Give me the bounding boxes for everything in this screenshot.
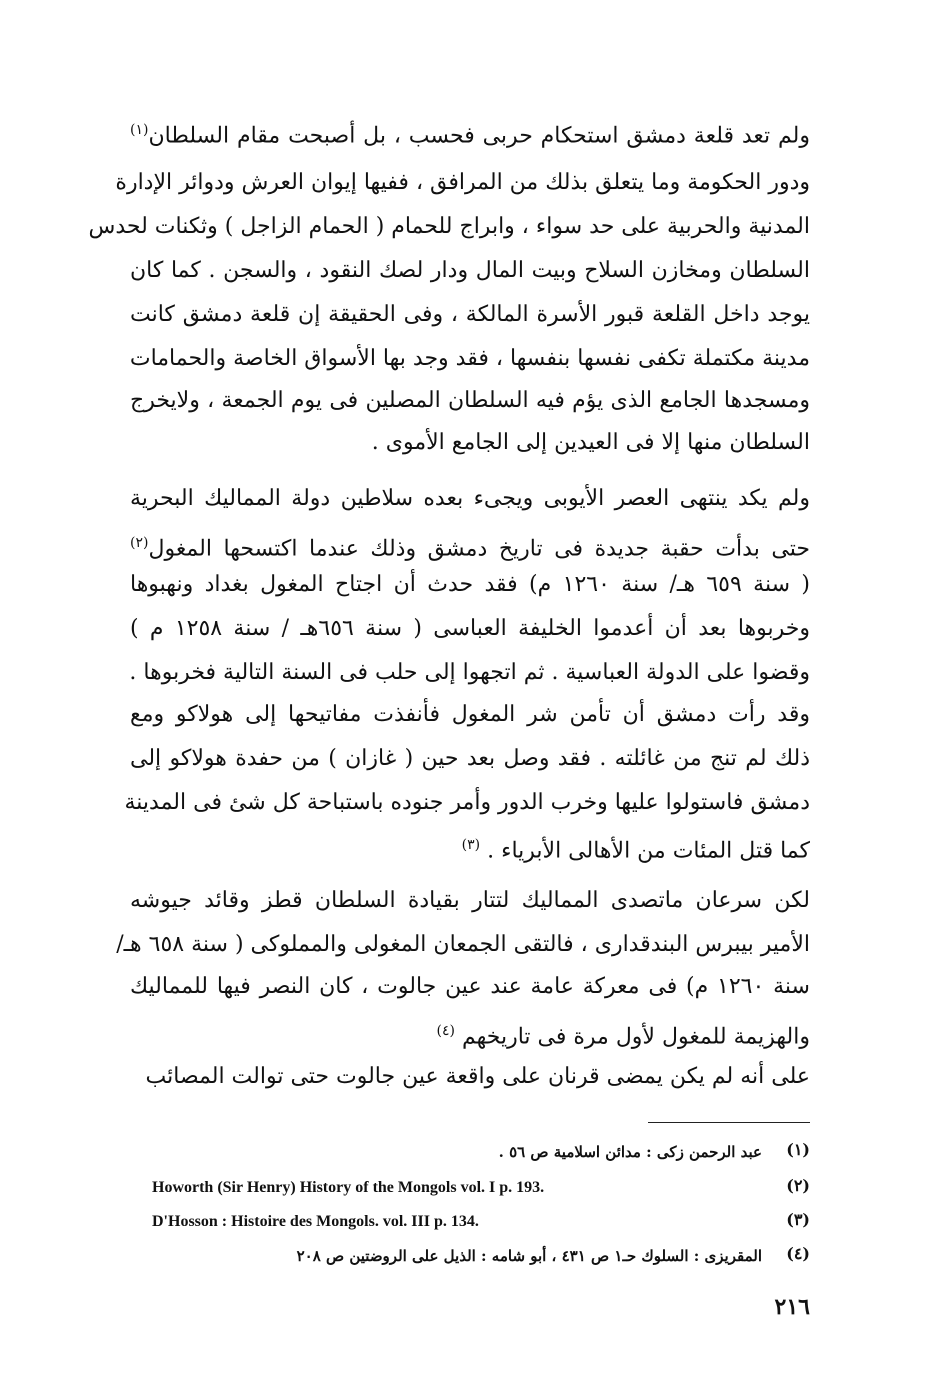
footnote-divider bbox=[648, 1122, 810, 1123]
body-line: ( سنة ٦٥٩ هـ/ سنة ١٢٦٠ م) فقد حدث أن اجتاح المغول بغداد ونهبوها bbox=[130, 572, 811, 597]
body-line bbox=[130, 528, 810, 564]
line-text: ولم تعد قلعة دمشق استحكام حربى فحسب ، بل أصبحت مقام السلطان bbox=[148, 123, 810, 149]
footnote-ref-1: (١) bbox=[130, 122, 149, 138]
body-line: وقضوا على الدولة العباسية . ثم اتجهوا إلى حلب فى السنة التالية فخربوها . bbox=[129, 660, 810, 685]
footnote-number: (١) bbox=[786, 1140, 810, 1159]
line-text: والهزيمة للمغول لأول مرة فى تاريخهم bbox=[461, 1024, 810, 1050]
page-number: ٢١٦ bbox=[774, 1294, 810, 1320]
body-line: السلطان ومخازن السلاح وبيت المال ودار لصك النقود ، والسجن . كما كان bbox=[130, 258, 810, 283]
body-line: يوجد داخل القلعة قبور الأسرة المالكة ، وفى الحقيقة إن قلعة دمشق كانت bbox=[130, 302, 810, 327]
body-line: ومسجدها الجامع الذى يؤم فيه السلطان المصلين فى يوم الجمعة ، ولايخرج bbox=[130, 388, 810, 413]
body-line: على أنه لم يكن يمضى قرنان على واقعة عين جالوت حتى توالت المصائب bbox=[145, 1064, 810, 1089]
footnote-number: (٢) bbox=[786, 1176, 810, 1195]
body-line: لكن سرعان ماتصدى المماليك لتتار بقيادة السلطان قطز وقائد جيوشه bbox=[130, 888, 810, 913]
body-line: وقد رأت دمشق أن تأمن شر المغول فأنفذت مفاتيحها إلى هولاكو ومع bbox=[130, 702, 810, 727]
line-text: حتى بدأت حقبة جديدة فى تاريخ دمشق وذلك عندما اكتسحها المغول bbox=[148, 536, 810, 562]
footnote-text: عبد الرحمن زكى : مدائن اسلامية ص ٥٦ . bbox=[498, 1143, 762, 1161]
line-text: كما قتل المئات من الأهالى الأبرياء . bbox=[487, 838, 810, 864]
footnote-ref-2: (٢) bbox=[130, 535, 149, 551]
body-line: مدينة مكتملة تكفى نفسها بنفسها ، فقد وجد بها الأسواق الخاصة والحمامات bbox=[129, 346, 810, 371]
body-line: وخربوها بعد أن أعدموا الخليفة العباسى ( سنة ٦٥٦هـ / سنة ١٢٥٨ م ) bbox=[130, 616, 810, 641]
body-line bbox=[130, 115, 810, 151]
body-line: السلطان منها إلا فى العيدين إلى الجامع الأموى . bbox=[371, 430, 810, 455]
body-line: الأمير بيبرس البندقدارى ، فالتقى الجمعان المغولى والمملوكى ( سنة ٦٥٨ هـ/ bbox=[116, 932, 810, 957]
body-line: دمشق فاستولوا عليها وخرب الدور وأمر جنوده باستباحة كل شئ فى المدينة bbox=[124, 790, 810, 815]
body-line bbox=[130, 830, 810, 866]
body-line bbox=[130, 1016, 810, 1052]
footnote-ref-3: (٣) bbox=[461, 837, 481, 853]
body-line: سنة ١٢٦٠ م) فى معركة عامة عند عين جالوت ، كان النصر فيها للمماليك bbox=[130, 974, 810, 999]
body-line: ذلك لم تنج من غائلته . فقد وصل بعد حين ( غازان ) من حفدة هولاكو إلى bbox=[130, 746, 810, 771]
footnote-number: (٣) bbox=[786, 1210, 810, 1229]
body-line: ولم يكد ينتهى العصر الأيوبى ويجىء بعده سلاطين دولة المماليك البحرية bbox=[130, 486, 810, 511]
footnote-number: (٤) bbox=[786, 1244, 810, 1263]
footnote-text: Howorth (Sir Henry) History of the Mongols vol. I p. 193. bbox=[152, 1179, 545, 1196]
footnote-text: D'Hosson : Histoire des Mongols. vol. III p. 134. bbox=[152, 1213, 479, 1230]
footnote-text: المقريزى : السلوك حـ١ ص ٤٣١ ، أبو شامه : الذيل على الروضتين ص ٢٠٨ bbox=[296, 1247, 762, 1265]
footnote-ref-4: (٤) bbox=[436, 1023, 455, 1039]
body-line: ودور الحكومة وما يتعلق بذلك من المرافق ، ففيها إيوان العرش ودوائر الإدارة bbox=[115, 170, 810, 195]
body-line: المدنية والحربية على حد سواء ، وابراج للحمام ( الحمام الزاجل ) وثكنات لحدس bbox=[88, 214, 810, 239]
